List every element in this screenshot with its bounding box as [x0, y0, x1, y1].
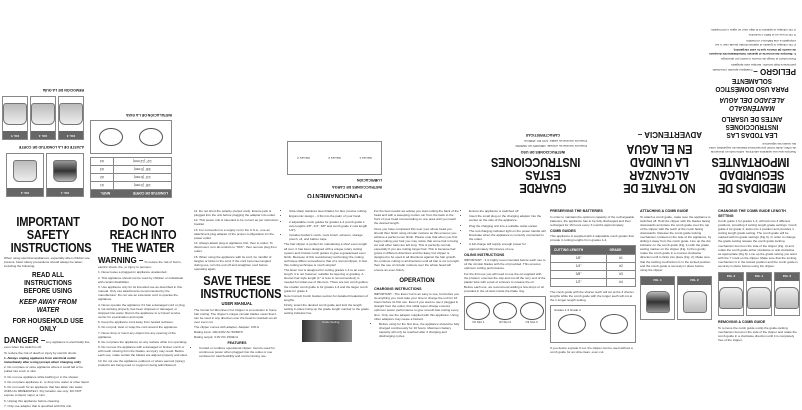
table-cell: #2	[607, 262, 636, 270]
oil-slot-figure	[464, 296, 546, 330]
es-fig-panels-bottom	[6, 97, 84, 141]
warning-item: 6. Do not pull, twist or wrap the cord around the appliance.	[98, 325, 178, 330]
charging-text: IMPORTANT - The Even Cut is an easy to use, but before you do anything you must take your time to charge the unit for 16 hours before its first use. Even if you want to use it plugged in straight from the outlet, this initial super-charge ensures optimum power performance to give smooth fast cutting every time. Only use the adaptor supplied with this appliance. Using other adaptors may cause a hazard.	[374, 292, 460, 321]
blade-ring-icon	[466, 302, 490, 320]
feature-item: • Corded or cordless operational clipper. Can be used for continuous power when plugged into the outlet or use cordless for total flexibility and control during use.	[199, 346, 280, 358]
description-text: The hair clipper is perfect for maintaining a short even length all over. It has been designed with a unique rotary cutting system and circular comb guides to give a guaranteed even finish. Because of this revolutionary technology the cutting technique differs somewhat to that of a normal clipper, in fact this cutting technique is much simpler!	[284, 242, 368, 267]
oiling-text: Before each use, we recommend adding a few drops of oil provided in the oil slots inside the blade ring.	[464, 285, 544, 294]
table-row	[551, 254, 636, 262]
comb-guide-large-icon	[600, 314, 628, 334]
feature-item: • Includes barber's comb, neck brush, scissors, storage pouch, oil, and barber cape.	[289, 233, 370, 241]
es-save-title: GUARDE ESTAS INSTRUCCIONES	[491, 155, 581, 196]
warning-item: 7. Never drop or insert any object into any opening of the appliance.	[98, 330, 176, 339]
es-danger-label: PELIGRO –	[753, 66, 796, 76]
es-item: 2. No coloque ni guarde el aparato donde pueda caer o ser empujado a una bañera o un lavabo.	[714, 38, 796, 47]
attaching-title: ATTACHING A COMB GUIDE	[640, 209, 689, 213]
clipper-icon	[59, 104, 83, 126]
charging-item: • Before using for the first time, the appliance should be fully charged continuously for 16 hours. Maximum battery capacity will only be reached after 3 charging and discharging cycles.	[379, 322, 460, 338]
safety-item: 1. Always unplug appliance from electrical outlet immediately after using (except when charging unit).	[4, 355, 82, 364]
safety-item: 6. Unplug this appliance before cleaning.	[4, 398, 60, 403]
features-list-cont	[284, 209, 370, 241]
clipper-icon	[683, 291, 707, 313]
es-intro: Siempre que use aparatos eléctricos, sobre todo en presencia de niños, debe tomar precauciones básicas de seguridad, entre las cuales las siguientes:	[708, 141, 796, 154]
table-header: LONGITUD DE CORTE	[113, 189, 171, 197]
table-row	[551, 270, 636, 278]
table-cell: 3/8"	[551, 270, 607, 278]
fig-label: FIG. 1	[641, 277, 674, 285]
warning-item: 11. Do not short the polarity (output cord). Ensure jack is plugged into the unit before plugging the adapter into outlet.	[194, 209, 276, 218]
fig-label: FIG. 2	[678, 277, 711, 285]
es-keep-away: MANTÉNGALO ALEJADO DEL AGUA	[719, 95, 785, 113]
clipper-icon	[719, 287, 743, 309]
grade0-text: If you desire a grade 0 cut, the clipper can be used without a comb guide for an ultra clean, even cut.	[550, 346, 633, 355]
charging-item: • Insert the small plug on the charging adaptor into the socket on the side of the appliance.	[469, 214, 546, 222]
read-all-heading: READ ALL INSTRUCTIONS BEFORE USING	[23, 270, 73, 296]
keep-away-heading: KEEP AWAY FROM WATER	[19, 297, 77, 315]
safety-item: 4. Do not place appliance in, or drop into, water or other liquid.	[4, 379, 90, 384]
fig-label: FIG. 3	[719, 273, 743, 281]
features-title: FEATURES	[227, 340, 247, 345]
warning-item: 1. Never leave a plugged-in appliance unattended.	[98, 270, 168, 275]
warning-item: 15. When using the appliance with its cord, be mindful of tangles or kinks in the cord. If the cord becomes tangled during use, turn the unit off and straighten cord before operating again.	[194, 254, 272, 271]
comb-guide-small-icon	[558, 314, 586, 334]
charging-item: • A full charge will supply enough power for approximately 30 minutes of use.	[469, 242, 546, 250]
photo-label: Grade Setting	[322, 319, 340, 324]
save-instructions-title: SAVE THESE INSTRUCTIONS	[200, 273, 282, 302]
oiling-text: For the first use you will need to use the oil supplied with the product, unscrew the cap and cut off the very end of the plastic tube with a pair of scissors to release the oil.	[464, 271, 546, 284]
fig-label: Oil Slot 3	[525, 320, 538, 325]
es-danger-text: Cualquier aparato conectado permanece bajo tensión, aunque esté apagado.	[712, 62, 796, 72]
es-col-save	[491, 132, 587, 201]
feature-item: • 2 adjustable comb guides for grades 1-4 (comb guide 1 cuts lengths 1/8", 1/4", 3/8" and comb guide 2 cuts length 1/2").	[289, 220, 370, 232]
user-manual-title: USER MANUAL	[221, 301, 253, 307]
col-operation	[374, 209, 460, 340]
table-header: CUTTING LENGTH	[551, 246, 607, 254]
col-attaching	[640, 209, 712, 324]
clipper-icon	[747, 287, 771, 309]
warning-label: WARNING –	[98, 256, 144, 265]
grade-setting-photo	[302, 320, 352, 342]
col-save-instructions	[194, 209, 280, 360]
warning-item: 8. Do not place the appliance on any surface while it is operating.	[98, 340, 188, 344]
warning-item: 9. Do not use the appliance with a damaged or broken comb or with teeth missing from the blades, as injury may result. Before each use, make certain the blades are aligned properly and oiled.	[98, 345, 188, 358]
es-fig-panels-top	[6, 153, 84, 197]
fig-label: FIG. 5	[3, 132, 27, 140]
changing-text: Comb guide 1 for grades 1-3, will lock into 3 different positions, providing 3 cutting length grade settings. Comb guide 2 for grade 4, locks into 1 position and provides 1 cutting length grade setting. The comb guide will be marked with its grade settings (Fig.3). In order to change the grade setting release the comb guide locking mechanism found on the side of the clipper (Fig. 4) and rotate the comb guide either clockwise or anti-clockwise as appropriate (Fig.5). Line up the grade setting you want with the 'I' mark on the clipper. Make sure that the locking mechanism is in the locked position and the comb guide is securely in place before using the clipper.	[718, 219, 798, 269]
fig-label: FIG. 1	[47, 188, 83, 196]
es-cutting-length-table	[90, 157, 172, 198]
safety-item: 3. Do not use appliance while bathing or in the shower.	[4, 374, 79, 379]
description-text: Firstly, select the desired comb guide and lock the length setting in place lining up the grade length number to the grade setting indicator line.	[284, 303, 369, 316]
charging-title: CHARGING INSTRUCTIONS	[374, 286, 422, 291]
preserving-title: PRESERVING THE BATTERIES	[550, 209, 603, 213]
comb-guide-icon	[99, 128, 123, 146]
comb-note: The comb guide with the shorter teeth will cut at the 3 shorter lengths while the comb guide with the longer teeth will cut at the 1 longer length setting.	[550, 289, 634, 303]
blade-ring-icon	[493, 302, 517, 320]
charging-item: • The red charging indicator light on the power handle will illuminate when the appliance is correctly connected to the outlet.	[469, 229, 546, 241]
changing-title: CHANGING THE COMB GUIDE LENGTH SETTING	[718, 209, 786, 218]
table-cell: #4	[607, 278, 636, 286]
charging-list	[374, 322, 460, 338]
description-text: Note Consult Comb Guides section for detailed breakdown of lengths.	[284, 293, 368, 302]
attaching-text: To attach a comb guide, make sure the appliance is switched off. Hold the clipper with the blades facing downwards and place the comb guide over the top of the clipper with the teeth of the comb facing downwards. Release the comb guide locking mechanism, located on the side of the appliance, by sliding it away from the comb guide. Line up the dot indicator on the comb guide (Fig. 1) with the grade setting marker on the clipper (Fig. 1) then gently rotate the comb guide in a counter-clockwise direction until it clicks into place (Fig. 2). Make sure that the locking mechanism is in the locked position and the comb guide is securely in place before using the clipper.	[640, 214, 712, 272]
table-cell: #4	[91, 157, 114, 165]
clipper-icon	[646, 291, 670, 313]
es-adjust-title: AJUSTE DE LA LONGITUD DE CORTE	[18, 145, 84, 149]
col-charging-oiling	[464, 209, 546, 333]
es-item: 3. No lo use en el baño o la ducha.	[748, 33, 796, 38]
table-header: GRADE	[607, 246, 636, 254]
es-manual-title: INSTRUCCIONES DE USO	[520, 150, 566, 154]
table-cell: 1/4"	[551, 262, 607, 270]
danger-text: Any appliance is electrically live, even when the switch is off.	[4, 340, 91, 350]
feature-item: • Ultra sharp stainless steel blades for fast, precise cutting.	[289, 209, 370, 213]
attach-fig-panels	[640, 276, 712, 320]
col-features	[284, 209, 370, 346]
es-oil-slot-figure	[287, 141, 382, 175]
es-warning-label: ADVERTENCIA –	[637, 130, 702, 139]
es-comb-figure	[90, 120, 172, 154]
table-row	[551, 278, 636, 286]
blade-ring-icon	[520, 302, 544, 320]
es-operation-title: FUNCIONAMIENTO	[307, 192, 362, 198]
changing-fig-panels	[718, 272, 798, 316]
es-item: 4. No coloque el aparato ni lo deje caer en agua o otro líquido.	[710, 28, 796, 33]
fig-label-grades-1-3: Grades 1-3	[554, 308, 570, 313]
oiling-title: OILING INSTRUCTIONS	[464, 252, 505, 257]
fig-label: Oil Slot 2	[498, 320, 512, 325]
fig-label: Oil Slot 1	[472, 320, 485, 325]
es-read-all: LEA TODAS LAS INSTRUCCIONES ANTES DE USARLO	[721, 114, 783, 140]
fig-label: Ranura 2	[328, 156, 341, 161]
fig-label: FIG. 4	[747, 273, 771, 281]
es-item: 1. Siempre desconecte el aparato inmediatamente después de usarlo (al menos que lo esté cargando).	[709, 48, 796, 57]
features-list	[194, 346, 280, 358]
feature-item: • Ergonomic design – it fits into the palm of your hand.	[289, 214, 370, 218]
fig-label: Ranura 3	[297, 156, 310, 161]
table-cell: #1	[91, 181, 114, 189]
safety-item: 7. Only use adapter that is specified with this unit.	[4, 403, 72, 408]
es-warning-title: NO TRATE DE ALCANZAR LA UNIDAD EN EL AGUA	[623, 142, 696, 196]
warning-item: 13. For connection to a supply not in the U.S.A., use an attachment plug adapter of the proper configuration for the power outlet.	[194, 227, 274, 240]
do-not-reach-title: DO NOT REACH INTO THE WATER	[109, 214, 177, 255]
col-batteries-comb	[550, 209, 636, 356]
oiling-text: IMPORTANT - It is highly recommended before each use to oil the circular blades with the oil provided. This ensures optimum cutting performance.	[464, 258, 546, 271]
fig-label: FIG. 5	[775, 273, 799, 281]
fig-label: FIG. 2	[7, 188, 43, 196]
es-install-title: INSTALACIÓN DE LA GUÍA	[126, 112, 172, 117]
comb-guides-text: This appliance is supplied with 2 adjustable comb guides that provide 4 cutting lengths from grades 1-4.	[550, 234, 634, 243]
safety-item: 2. Do not place or store appliance where it could fall or be pulled into a tub or sink.	[4, 365, 83, 374]
reduce-risk-text: To reduce the risk of death or injury by electric shock:	[4, 350, 77, 355]
warning-item: 3. Use appliance only for its intended use as described in this manual. Only use attachments recommended by the manufacturer. Do not use an extension cord to operate the appliance.	[98, 284, 182, 302]
fig-label: Ranura 1	[359, 156, 372, 161]
es-reduce: Para reducir el riesgo de muerte o lesión por descarga:	[720, 57, 796, 62]
fig-label-grade-4: Grade 4	[569, 308, 581, 313]
es-rating-input: Potencia nominal de entrada: 100/240V AC 50/60Hz	[515, 144, 587, 149]
warning-item: 14. Always attach plug to appliance first, then to outlet. To disconnect, turn all controls to "OFF", then remove plug from outlet.	[194, 241, 277, 254]
comb-guide-icon	[139, 128, 163, 146]
operation-title: OPERATION	[399, 277, 435, 284]
warning-text: To reduce the risk of burns, electric shock, fire, or injury to persons:	[98, 260, 182, 269]
clipper-icon	[53, 160, 77, 182]
table-header: NIVEL	[91, 189, 114, 197]
es-removal-title: REMOCIÓN DE LA GUÍA	[42, 88, 84, 93]
preserving-text: In order to maintain the optimum capacity of the rechargeable batteries, the appliance has to be fully discharged and then recharged for 16 hours every 3 months approximately.	[550, 214, 635, 227]
es-col-safety	[708, 27, 796, 201]
english-panel	[0, 205, 802, 410]
rating-input: Rating input: 100-240V AC 50/60Hz	[194, 330, 244, 335]
adapter-text: The clipper comes with adapter. Adapter: CW-S	[194, 325, 260, 330]
manual-text: The Conair for Men Even Cut Clipper is a revolution in home hair cutting. The clipper's unique circular blades mean that it can be used in any direction over the head to maintain an all over even cut.	[194, 307, 277, 324]
es-safety-title: MEDIDAS DE SEGURIDAD IMPORTANTES	[711, 155, 790, 196]
es-rating-output: Potencia nominal de salida: 3.0V DC 1500mA	[524, 139, 587, 144]
table-cell: 1/4" (6 mm)	[113, 173, 171, 181]
es-charging-title: INSTRUCCIONES DE CARGA	[332, 185, 382, 189]
fig-label	[554, 308, 581, 312]
table-cell: 1/2"	[551, 278, 607, 286]
clipper-icon	[31, 104, 55, 126]
clipper-icon	[775, 287, 799, 309]
rating-output: Rating output: 3.0V DC 1500mA	[194, 334, 239, 339]
description-text: The Even Cut is designed for cutting grades 1-4 to an even length. It is not however, suitable for layering or grading. A shorter hair style length (1" or less is recommended), is needed for initial use of this item. There are two comb guides; the smaller comb guide is for grades 1-3 and the larger comb guide for grade 4.	[284, 268, 369, 293]
fig-label: FIG. 4	[31, 132, 55, 140]
clipper-icon	[13, 160, 37, 182]
table-cell: 1/2" (12 mm)	[113, 157, 171, 165]
warning-item: 5. Keep the appliance cord away from heated surfaces.	[98, 320, 174, 325]
table-cell: 1/8"	[551, 254, 607, 262]
removing-title: REMOVING A COMB GUIDE	[718, 320, 766, 325]
warning-item: 2. This appliance should not be used by children or individuals with certain disabilities.	[98, 275, 184, 284]
table-cell: #1	[607, 254, 636, 262]
warning-item: 4. Never operate the appliance if it has a damaged cord or plug, is not working properly, has been dropped or damaged, or dropped into water. Return the appliance to a Conair service center for examination and repair.	[98, 302, 186, 319]
warning-item: 10. Do not use the appliance outdoors or where aerosol (spray) products are being used or oxygen is being administered.	[98, 358, 185, 367]
comb-guides-title: COMB GUIDES	[550, 228, 576, 233]
es-col-operation	[287, 138, 382, 201]
col-important-safety	[4, 209, 92, 409]
table-cell: #2	[91, 173, 114, 181]
table-cell: #3	[607, 270, 636, 278]
charging-item: • Ensure the appliance is switched off.	[469, 209, 546, 213]
charging-list-cont	[464, 209, 546, 251]
es-col-warning	[617, 130, 702, 201]
charging-item: • Plug the charging unit into a suitable outlet socket.	[469, 224, 546, 228]
es-col-adjust	[6, 87, 84, 201]
es-features-title: CARACTERÍSTICAS	[525, 133, 561, 138]
table-row	[551, 262, 636, 270]
cutting-text: For the best results we advise you start cutting the back of the head and with a sweeping motion run from the back to the front of your head concentrating on one area until you reach the desired length.	[374, 209, 459, 226]
clipper-icon	[3, 104, 27, 126]
warning-item: 12. This power unit is intended to be correct as per instruction booklet.	[194, 218, 279, 227]
table-cell: 1/8" (3 mm)	[113, 181, 171, 189]
removing-text: To remove the comb guide unclip the guide-locking mechanism found on the side of the clipper and rotate the comb guide in a clockwise direction until it is completely free of the clipper.	[718, 325, 797, 342]
col-do-not-reach	[98, 209, 188, 368]
safety-item: 5. Do not reach for an appliance that has fallen into water. UNPLUG IMMEDIATELY. Dry location use only. DO NOT expose to liquid, vapor or rain.	[4, 385, 84, 398]
fig-label: FIG. 3	[59, 132, 83, 140]
es-col-comb	[90, 111, 172, 201]
danger-label: DANGER –	[4, 336, 46, 346]
comb-guides-figure	[550, 305, 636, 343]
table-cell: 3/8" (9 mm)	[113, 165, 171, 173]
cutting-length-table	[550, 245, 636, 286]
safety-title: IMPORTANT SAFETY INSTRUCTIONS	[10, 214, 92, 255]
col-changing	[718, 209, 798, 343]
intro-text: When using electrical appliances, especially when children are present, basic safety precautions should always be taken, including the following:	[4, 256, 90, 269]
es-oiling-title: LUBRICACIÓN	[356, 178, 382, 183]
household-heading: FOR HOUSEHOLD USE ONLY	[12, 316, 84, 334]
table-cell: #3	[91, 165, 114, 173]
es-household: PARA USO DOMÉSTICO SOLAMENTE	[715, 76, 789, 94]
cutting-text: Once you have completed this over your whole head you should then finish using circular motions as this ensures you achieve a perfect even finish. Please note that when you first begin cutting your hair you may notice that some hair is being cut and other hairs are left long. This is perfectly normal, especially if you are cutting longer hair. This is because hair grows in different directions and the Easy Cut clipper is designed to be used in all directions against the hair growth. So continue cutting in all directions until all hair is cut to length, then the use of circular motions over the whole head will ensure an even finish.	[374, 226, 460, 272]
